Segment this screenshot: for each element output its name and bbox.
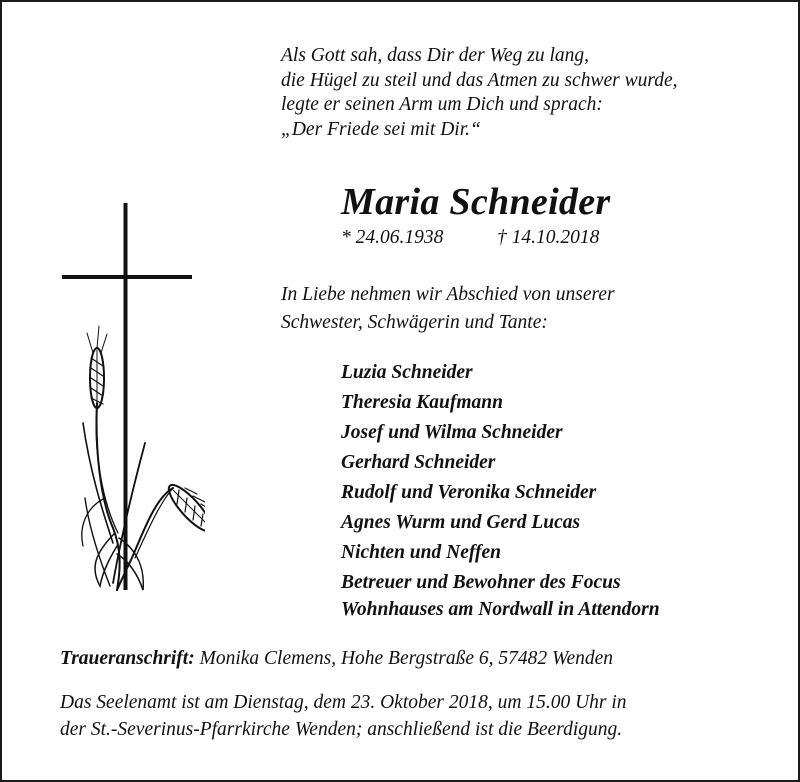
mourner: Luzia Schneider bbox=[341, 362, 473, 383]
service-line: Das Seelenamt ist am Dienstag, dem 23. Oktober 2018, um 15.00 Uhr in bbox=[60, 692, 627, 713]
poem-line: „Der Friede sei mit Dir.“ bbox=[281, 118, 481, 140]
poem-line: die Hügel zu steil und das Atmen zu schwer wurde, bbox=[281, 69, 678, 91]
birth-date: * 24.06.1938 bbox=[341, 227, 444, 248]
poem-line: Als Gott sah, dass Dir der Weg zu lang, bbox=[281, 45, 590, 66]
address-text: Monika Clemens, Hohe Bergstraße 6, 57482 Wenden bbox=[199, 648, 613, 669]
wheat-icon bbox=[82, 326, 205, 590]
mourner: Nichten und Neffen bbox=[341, 542, 501, 563]
mourning-address bbox=[60, 648, 613, 670]
service-line: der St.-Severinus-Pfarrkirche Wenden; anschließend ist die Beerdigung. bbox=[60, 719, 623, 740]
mourner: Agnes Wurm und Gerd Lucas bbox=[341, 512, 581, 533]
mourner: Betreuer und Bewohner des Focus bbox=[341, 572, 621, 593]
mourner: Rudolf und Veronika Schneider bbox=[341, 482, 597, 503]
mourner: Theresia Kaufmann bbox=[341, 392, 503, 413]
mourners-list bbox=[341, 358, 660, 622]
poem-line: legte er seinen Arm um Dich und sprach: bbox=[281, 94, 603, 115]
funeral-service-info bbox=[60, 689, 627, 743]
intro-line: Schwester, Schwägerin und Tante: bbox=[281, 312, 548, 333]
death-date: † 14.10.2018 bbox=[497, 227, 600, 248]
cross-with-wheat-icon bbox=[55, 198, 205, 598]
poem bbox=[281, 44, 677, 142]
mourner: Wohnhauses am Nordwall in Attendorn bbox=[341, 599, 660, 620]
mourner: Josef und Wilma Schneider bbox=[341, 422, 563, 443]
address-label: Traueranschrift: bbox=[60, 648, 195, 669]
mourner: Gerhard Schneider bbox=[341, 452, 496, 473]
deceased-name: Maria Schneider bbox=[341, 181, 611, 223]
farewell-intro bbox=[281, 281, 615, 337]
intro-line: In Liebe nehmen wir Abschied von unserer bbox=[281, 284, 615, 305]
